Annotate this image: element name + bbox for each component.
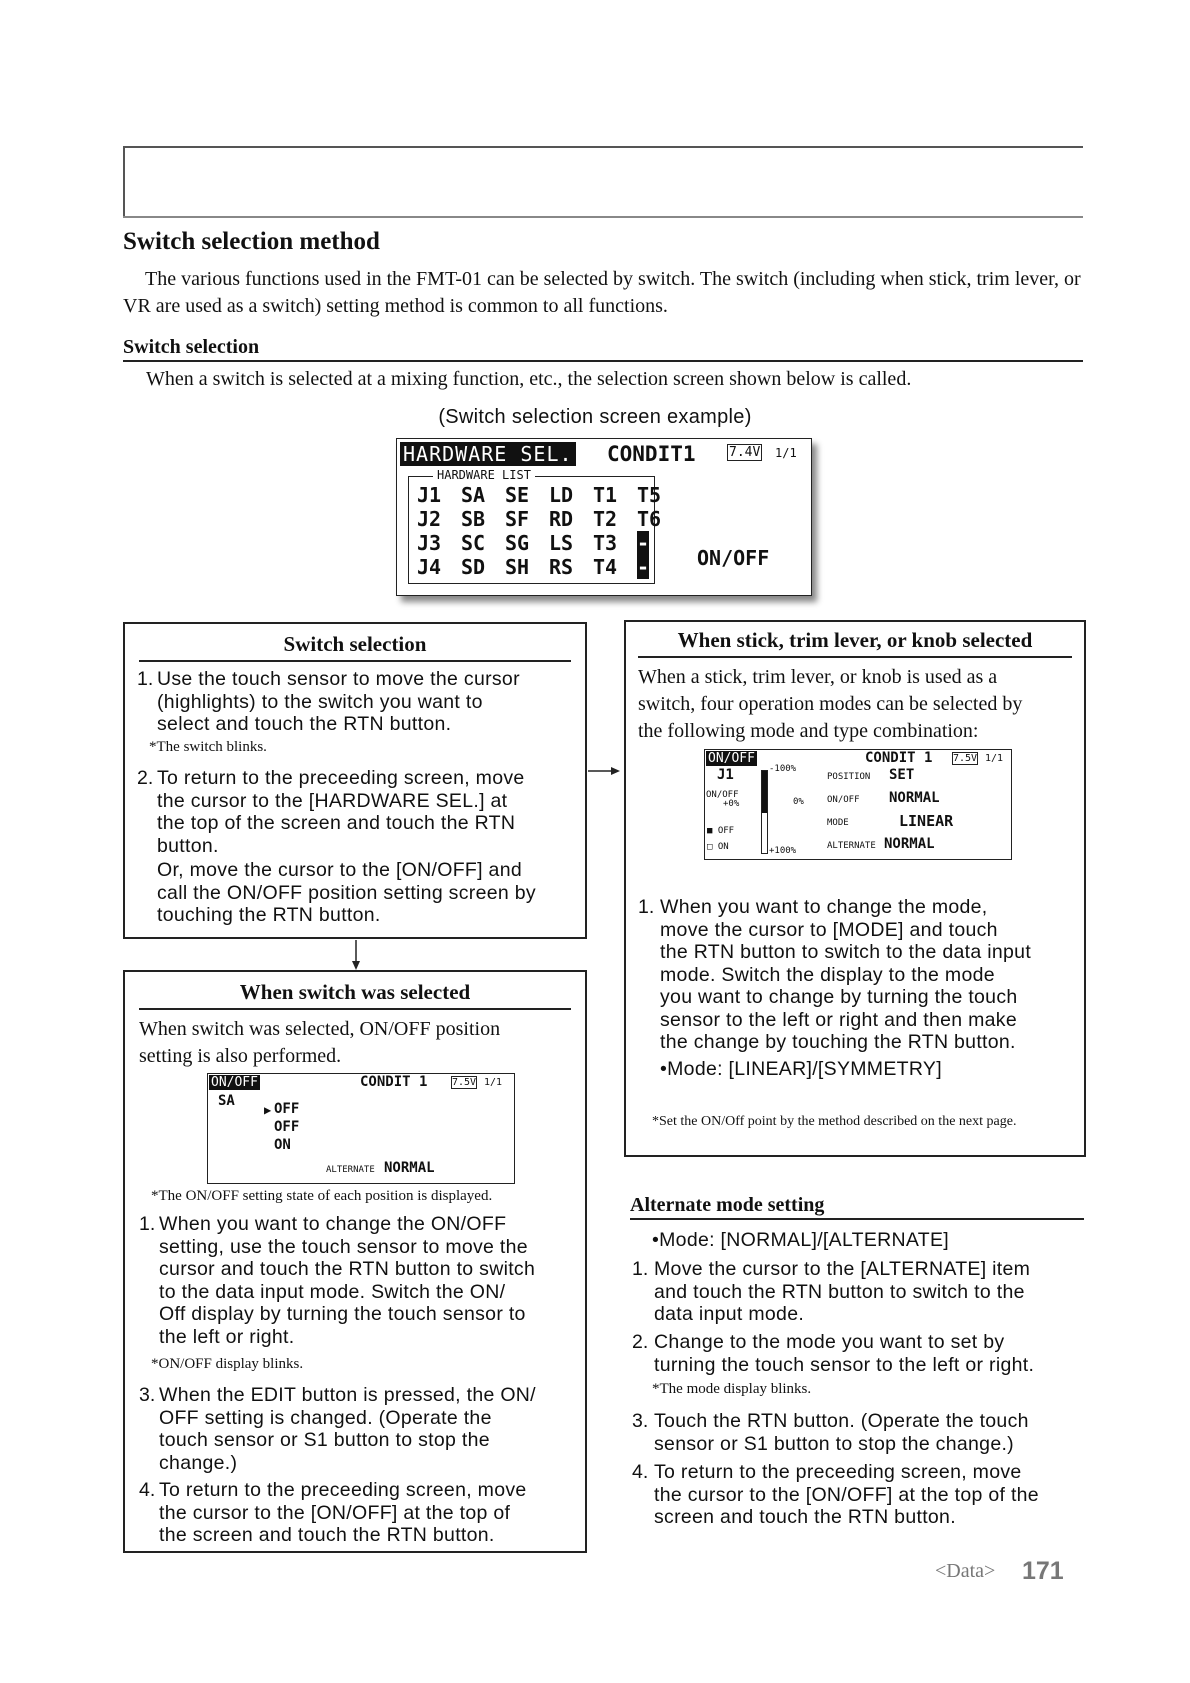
step-number: 1. <box>632 1258 649 1280</box>
battery-voltage: 7.5V <box>953 753 978 764</box>
hardware-item[interactable]: J4 <box>417 555 442 579</box>
text-line: Use the touch sensor to move the cursor <box>157 668 520 690</box>
hardware-item[interactable]: SD <box>461 555 486 579</box>
text-line: When a stick, trim lever, or knob is used as a <box>638 666 998 688</box>
hardware-item[interactable]: RD <box>549 507 574 531</box>
alt-step2-note: *The mode display blinks. <box>652 1381 812 1397</box>
on-off-option[interactable]: ON/OFF <box>697 546 770 570</box>
text-line: To return to the preceeding screen, move <box>157 767 525 789</box>
text-line: mode. Switch the display to the mode <box>660 963 995 986</box>
switch-selected-text <box>139 1016 575 1070</box>
hardware-item[interactable]: SH <box>505 555 530 579</box>
screen-caption: (Switch selection screen example) <box>438 406 752 428</box>
hardware-item[interactable]: LD <box>549 483 574 507</box>
text-line: When switch was selected, ON/OFF position <box>139 1018 501 1040</box>
mode-options: •Mode: [LINEAR]/[SYMMETRY] <box>660 1058 942 1080</box>
step4-text <box>159 1479 577 1547</box>
alternate-rule <box>630 1218 1084 1220</box>
hardware-item[interactable]: RS <box>549 555 574 579</box>
gauge-current-percent: 0% <box>793 797 804 807</box>
alt-step3-text <box>654 1410 1086 1455</box>
text-line: OFF setting is changed. (Operate the <box>159 1406 492 1429</box>
text-line: change.) <box>159 1451 238 1474</box>
position-3[interactable]: ON <box>274 1137 291 1153</box>
row-value-position[interactable]: SET <box>889 767 915 783</box>
text-line: sensor or S1 button to stop the change.) <box>654 1432 1014 1455</box>
page-indicator: 1/1 <box>985 753 1004 764</box>
step-number: 4. <box>632 1461 649 1483</box>
text-line: the screen and touch the RTN button. <box>159 1524 495 1546</box>
step3-text <box>159 1384 577 1474</box>
hardware-item[interactable]: T5 <box>637 483 662 507</box>
hardware-item[interactable]: SE <box>505 483 530 507</box>
box-title-rule <box>638 656 1072 658</box>
text-line: When the EDIT button is pressed, the ON/ <box>159 1384 536 1406</box>
text-line: and touch the RTN button to switch to the <box>654 1280 1025 1303</box>
hardware-item[interactable]: J1 <box>417 483 442 507</box>
hardware-item[interactable]: SB <box>461 507 486 531</box>
row-label-on-off: ON/OFF <box>827 795 860 805</box>
condition-label: CONDIT 1 <box>865 750 933 766</box>
position-2[interactable]: OFF <box>274 1119 300 1135</box>
stick-intro <box>638 664 1078 745</box>
text-line: sensor to the left or right and then make <box>660 1008 1017 1031</box>
text-line: the RTN button to switch to the data input <box>660 941 1032 963</box>
stick-note: *Set the ON/Off point by the method described on the next page. <box>652 1114 1017 1129</box>
hardware-list-label: HARDWARE LIST <box>433 468 535 482</box>
hardware-item[interactable]: J3 <box>417 531 442 555</box>
on-off-title[interactable]: ON/OFF <box>211 1075 258 1090</box>
text-line: the cursor to the [HARDWARE SEL.] at <box>157 789 508 812</box>
text-line: the left or right. <box>159 1325 295 1348</box>
section-title: Switch selection method <box>123 228 380 255</box>
text-line: you want to change by turning the touch <box>660 986 1018 1008</box>
text-line: the cursor to the [ON/OFF] at the top of the <box>654 1483 1039 1506</box>
row-value-mode[interactable]: LINEAR <box>899 812 954 830</box>
text-line: move the cursor to [MODE] and touch <box>660 918 998 941</box>
text-line: screen and touch the RTN button. <box>654 1506 956 1528</box>
step1-text <box>660 896 1080 1054</box>
hardware-item[interactable]: T6 <box>637 507 662 531</box>
text-line: button. <box>157 834 219 857</box>
subsection-heading: Switch selection <box>123 336 260 358</box>
switch-name: SA <box>218 1093 235 1109</box>
gauge-top-percent: -100% <box>769 764 797 774</box>
alt-step1-text <box>654 1258 1086 1326</box>
step-number: 3. <box>139 1384 156 1406</box>
gauge-bar <box>761 770 768 854</box>
step1-text <box>159 1213 577 1348</box>
text-line: cursor and touch the RTN button to switch <box>159 1258 536 1280</box>
alternate-label: ALTERNATE <box>326 1165 375 1175</box>
text-line: Change to the mode you want to set by <box>654 1331 1005 1353</box>
text-line: the cursor to the [ON/OFF] at the top of <box>159 1501 511 1524</box>
step1-note: *The switch blinks. <box>149 739 267 755</box>
legend-on-label: ON <box>717 842 729 852</box>
legend-off-label: OFF <box>717 826 735 836</box>
legend-on: □ ON <box>707 842 729 852</box>
text-line: When you want to change the ON/OFF <box>159 1213 507 1235</box>
alternate-heading: Alternate mode setting <box>630 1194 825 1216</box>
hardware-item[interactable]: SA <box>461 483 486 507</box>
row-label-alternate: ALTERNATE <box>827 841 876 851</box>
text-line: When you want to change the mode, <box>660 896 988 918</box>
alt-step4-text <box>654 1461 1086 1529</box>
step-number: 3. <box>632 1410 649 1432</box>
condition-label: CONDIT 1 <box>360 1074 428 1090</box>
switch-selected-box <box>123 970 587 1553</box>
box-title-rule <box>139 1008 571 1010</box>
text-line: the top of the screen and touch the RTN <box>157 812 516 834</box>
gauge-bottom-percent: +100% <box>769 846 797 856</box>
cursor-arrow: ▶ <box>264 1103 272 1117</box>
row-label-mode: MODE <box>827 818 849 828</box>
alternate-value[interactable]: NORMAL <box>384 1160 435 1176</box>
box-title: Switch selection <box>283 632 427 656</box>
hardware-item[interactable]: T4 <box>593 555 618 579</box>
text-line: To return to the preceeding screen, move <box>159 1479 527 1501</box>
text-line: setting is also performed. <box>139 1045 342 1067</box>
stick-name: J1 <box>717 767 734 783</box>
text-line: data input mode. <box>654 1303 805 1325</box>
step-number: 1. <box>137 668 154 690</box>
on-off-title[interactable]: ON/OFF <box>708 751 755 766</box>
text-line: to the data input mode. Switch the ON/ <box>159 1280 506 1303</box>
row-label-position: POSITION <box>827 772 871 782</box>
text-line: call the ON/OFF position setting screen by <box>157 881 536 904</box>
hardware-item[interactable]: T1 <box>593 483 618 507</box>
subsection-text: When a switch is selected at a mixing function, etc., the selection screen shown below is called. <box>146 368 912 390</box>
gauge-mid-label: ON/OFF <box>706 790 739 800</box>
hardware-item[interactable]: T3 <box>593 531 618 555</box>
box-title: When switch was selected <box>239 980 471 1004</box>
box-title: When stick, trim lever, or knob selected <box>677 628 1033 652</box>
text-line: Off display by turning the touch sensor to <box>159 1303 526 1325</box>
hardware-item[interactable]: -- <box>637 531 650 579</box>
position-1[interactable]: OFF <box>274 1101 300 1117</box>
legend-off: ■ OFF <box>707 826 735 836</box>
text-line: the change by touching the RTN button. <box>660 1031 1016 1053</box>
page-indicator: 1/1 <box>775 446 797 460</box>
step-number: 4. <box>139 1479 156 1501</box>
battery-voltage: 7.4V <box>729 445 761 460</box>
row-value-on-off[interactable]: NORMAL <box>889 790 940 806</box>
hardware-item[interactable]: SC <box>461 531 486 555</box>
text-line: turning the touch sensor to the left or right. <box>654 1353 1035 1376</box>
stick-on-off-screen <box>704 749 1012 860</box>
text-line: Move the cursor to the [ALTERNATE] item <box>654 1258 1031 1280</box>
hardware-item[interactable]: SF <box>505 507 530 531</box>
hardware-item[interactable]: T2 <box>593 507 618 531</box>
hardware-item[interactable]: LS <box>549 531 574 555</box>
footer-section-label: <Data> <box>935 1560 996 1582</box>
page-number: 171 <box>1022 1557 1064 1585</box>
text-line: Touch the RTN button. (Operate the touch <box>654 1410 1029 1432</box>
step-number: 2. <box>137 767 154 789</box>
condition-label: CONDIT1 <box>607 442 696 466</box>
hardware-item[interactable]: SG <box>505 531 530 555</box>
step1-note: *ON/OFF display blinks. <box>151 1356 304 1372</box>
text-line: To return to the preceeding screen, move <box>654 1461 1022 1483</box>
step-number: 2. <box>632 1331 649 1353</box>
step-number: 1. <box>638 896 655 918</box>
intro-paragraph: The various functions used in the FMT-01 can be selected by switch. The switch (including when stick, trim lever, or VR are used as a switch) setting method is common to all functions. <box>123 268 1081 317</box>
text-line: Or, move the cursor to the [ON/OFF] and <box>157 859 522 881</box>
text-line: touch sensor or S1 button to stop the <box>159 1429 490 1451</box>
text-line: touching the RTN button. <box>157 904 381 926</box>
on-off-screen <box>207 1073 515 1184</box>
hardware-sel-title[interactable]: HARDWARE SEL. <box>400 442 576 466</box>
page-indicator: 1/1 <box>484 1077 503 1088</box>
text-line: the following mode and type combination: <box>638 720 979 742</box>
gauge-mid-percent: +0% <box>723 799 740 809</box>
screen-note: *The ON/OFF setting state of each position is displayed. <box>151 1188 493 1204</box>
stick-selected-box <box>624 620 1086 1157</box>
text-line: select and touch the RTN button. <box>157 713 452 735</box>
battery-voltage: 7.5V <box>452 1077 477 1088</box>
alternate-mode-options: •Mode: [NORMAL]/[ALTERNATE] <box>652 1229 950 1251</box>
alt-step2-text <box>654 1331 1086 1376</box>
step-number: 1. <box>139 1213 156 1235</box>
text-line: (highlights) to the switch you want to <box>157 690 483 713</box>
row-value-alternate[interactable]: NORMAL <box>884 836 935 852</box>
text-line: switch, four operation modes can be selected by <box>638 693 1023 715</box>
hardware-item[interactable]: J2 <box>417 507 442 531</box>
text-line: setting, use the touch sensor to move the <box>159 1235 528 1258</box>
